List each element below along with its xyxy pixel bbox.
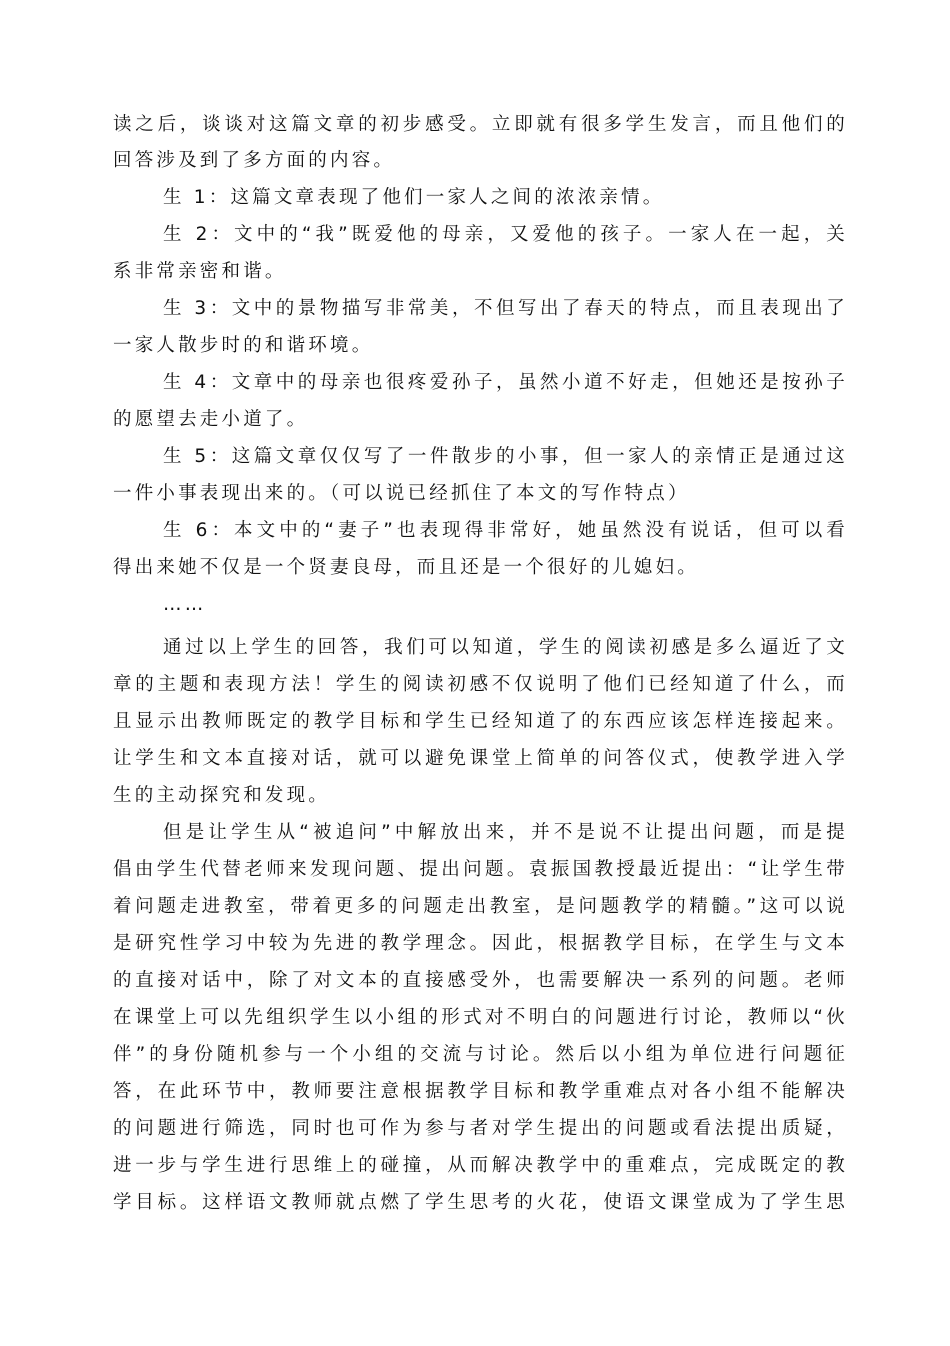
text-line: 系非常亲密和谐。 [113,261,287,282]
text-line: 在课堂上可以先组织学生以小组的形式对不明白的问题进行讨论，教师以“伙 [113,1007,848,1028]
ellipsis-line: …… [163,594,207,615]
text-line: 且显示出教师既定的教学目标和学生已经知道了的东西应该怎样连接起来。 [113,711,848,732]
text-line: 伴”的身份随机参与一个小组的交流与讨论。然后以小组为单位进行问题征 [113,1044,848,1065]
text-line: 让学生和文本直接对话，就可以避免课堂上简单的问答仪式，使教学进入学 [113,748,848,769]
text-line: 生 4：文章中的母亲也很疼爱孙子，虽然小道不好走，但她还是按孙子 [163,372,848,393]
text-line: 生 1：这篇文章表现了他们一家人之间的浓浓亲情。 [163,187,665,208]
text-line: 生的主动探究和发现。 [113,785,331,806]
text-line: 学目标。这样语文教师就点燃了学生思考的火花，使语文课堂成为了学生思 [113,1192,848,1213]
text-line: 一件小事表现出来的。（可以说已经抓住了本文的写作特点） [113,483,690,504]
text-line: 的问题进行筛选，同时也可作为参与者对学生提出的问题或看法提出质疑， [113,1118,848,1139]
text-line: 生 5：这篇文章仅仅写了一件散步的小事，但一家人的亲情正是通过这 [163,446,848,467]
text-line: 生 2：文中的“我”既爱他的母亲，又爱他的孩子。一家人在一起，关 [163,224,848,245]
text-line: 着问题走进教室，带着更多的问题走出教室，是问题教学的精髓。”这可以说 [113,896,848,917]
text-line: 倡由学生代替老师来发现问题、提出问题。袁振国教授最近提出：“让学生带 [113,859,848,880]
text-line: 章的主题和表现方法！学生的阅读初感不仅说明了他们已经知道了什么，而 [113,674,848,695]
text-line: 的直接对话中，除了对文本的直接感受外，也需要解决一系列的问题。老师 [113,970,848,991]
text-line: 读之后，谈谈对这篇文章的初步感受。立即就有很多学生发言，而且他们的 [113,114,848,135]
text-line: 答，在此环节中，教师要注意根据教学目标和教学重难点对各小组不能解决 [113,1081,848,1102]
text-line: 得出来她不仅是一个贤妻良母，而且还是一个很好的儿媳妇。 [113,557,699,578]
text-line: 是研究性学习中较为先进的教学理念。因此，根据教学目标，在学生与文本 [113,933,848,954]
text-line: 通过以上学生的回答，我们可以知道，学生的阅读初感是多么逼近了文 [163,637,848,658]
text-line: 的愿望去走小道了。 [113,409,309,430]
text-line: 进一步与学生进行思维上的碰撞，从而解决教学中的重难点，完成既定的教 [113,1155,848,1176]
text-line: 生 3：文中的景物描写非常美，不但写出了春天的特点，而且表现出了 [163,298,848,319]
text-line: 但是让学生从“被追问”中解放出来，并不是说不让提出问题，而是提 [163,822,848,843]
text-line: 回答涉及到了多方面的内容。 [113,150,396,171]
text-line: 生 6：本文中的“妻子”也表现得非常好，她虽然没有说话，但可以看 [163,520,848,541]
text-line: 一家人散步时的和谐环境。 [113,335,374,356]
